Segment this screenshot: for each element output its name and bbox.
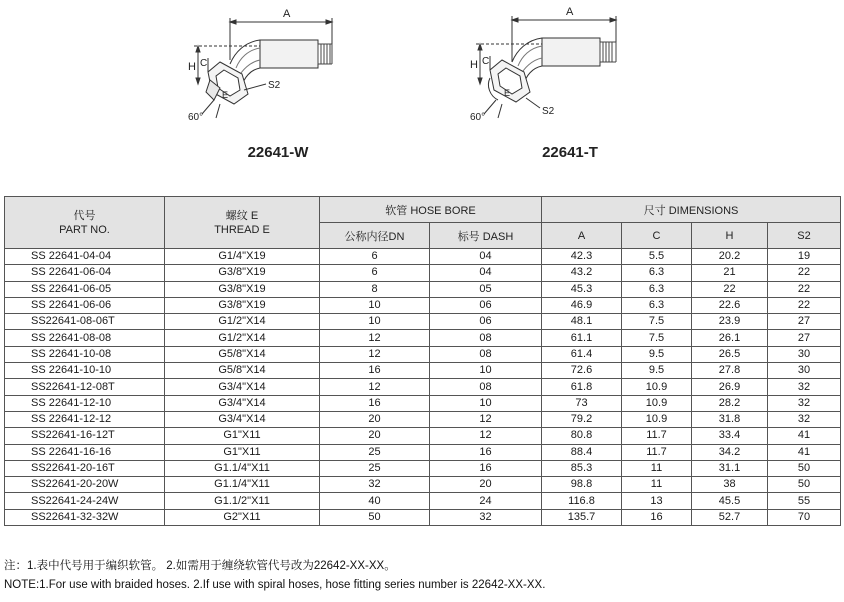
table-row [5, 346, 841, 362]
cell-h: 38 [692, 477, 768, 493]
cell-a: 61.8 [542, 379, 622, 395]
dim-s2-label: S2 [268, 80, 281, 91]
cell-c: 6.3 [622, 297, 692, 313]
cell-h: 45.5 [692, 493, 768, 509]
cell-dn: 32 [320, 477, 430, 493]
cell-a: 116.8 [542, 493, 622, 509]
cell-thread: G3/4"X14 [165, 379, 320, 395]
cell-a: 43.2 [542, 265, 622, 281]
cell-dn: 25 [320, 460, 430, 476]
cell-part: SS 22641-10-08 [5, 346, 165, 362]
cell-dash: 24 [430, 493, 542, 509]
cell-dn: 12 [320, 330, 430, 346]
header-h: H [692, 223, 768, 249]
header-thread-cn: 螺纹 E [225, 209, 259, 222]
cell-part: SS22641-32-32W [5, 509, 165, 525]
cell-dash: 20 [430, 477, 542, 493]
cell-s2: 32 [768, 379, 841, 395]
cell-dn: 12 [320, 379, 430, 395]
table-row [5, 477, 841, 493]
cell-thread: G3/8"X19 [165, 297, 320, 313]
cell-thread: G1"X11 [165, 428, 320, 444]
cell-s2: 50 [768, 477, 841, 493]
cell-a: 79.2 [542, 411, 622, 427]
cell-dn: 16 [320, 363, 430, 379]
cell-a: 46.9 [542, 297, 622, 313]
cell-thread: G1.1/4"X11 [165, 460, 320, 476]
cell-part: SS22641-20-20W [5, 477, 165, 493]
cell-dash: 04 [430, 265, 542, 281]
table-row [5, 314, 841, 330]
cell-dash: 16 [430, 460, 542, 476]
cell-s2: 27 [768, 314, 841, 330]
cell-a: 42.3 [542, 249, 622, 265]
cell-thread: G2"X11 [165, 509, 320, 525]
cell-dash: 05 [430, 281, 542, 297]
cell-dash: 10 [430, 363, 542, 379]
cell-c: 16 [622, 509, 692, 525]
cell-c: 11.7 [622, 428, 692, 444]
header-c: C [622, 223, 692, 249]
dim-h-label: H [188, 61, 196, 73]
table-row [5, 379, 841, 395]
cell-s2: 22 [768, 281, 841, 297]
dim-h-label: H [470, 59, 478, 71]
table-row [5, 330, 841, 346]
header-s2: S2 [768, 223, 841, 249]
cell-c: 11 [622, 477, 692, 493]
cell-thread: G3/4"X14 [165, 411, 320, 427]
cell-c: 13 [622, 493, 692, 509]
cell-part: SS 22641-04-04 [5, 249, 165, 265]
cell-s2: 30 [768, 363, 841, 379]
cell-a: 61.1 [542, 330, 622, 346]
drawing-22641-w [150, 0, 430, 140]
cell-a: 72.6 [542, 363, 622, 379]
cell-dash: 16 [430, 444, 542, 460]
cell-thread: G1.1/2"X11 [165, 493, 320, 509]
cell-dn: 10 [320, 314, 430, 330]
cell-s2: 55 [768, 493, 841, 509]
cell-dn: 40 [320, 493, 430, 509]
dim-s2-label: S2 [542, 106, 555, 117]
cell-part: SS 22641-06-04 [5, 265, 165, 281]
cell-part: SS22641-16-12T [5, 428, 165, 444]
cell-dn: 25 [320, 444, 430, 460]
dim-a-label: A [566, 6, 574, 18]
cell-dn: 50 [320, 509, 430, 525]
table-row [5, 249, 841, 265]
cell-h: 20.2 [692, 249, 768, 265]
cell-h: 22 [692, 281, 768, 297]
cell-part: SS 22641-06-06 [5, 297, 165, 313]
cell-part: SS 22641-06-05 [5, 281, 165, 297]
cell-thread: G3/8"X19 [165, 265, 320, 281]
spec-table [4, 196, 841, 526]
header-part-no [5, 197, 165, 249]
cell-c: 9.5 [622, 346, 692, 362]
header-thread-en: THREAD E [214, 223, 270, 236]
cell-c: 11 [622, 460, 692, 476]
header-dn: 公称内径DN [320, 223, 430, 249]
cell-s2: 22 [768, 265, 841, 281]
note-cn: 注：1.表中代号用于编织软管。 2.如需用于缠绕软管代号改为22642-XX-XX。 [4, 560, 396, 572]
cell-thread: G5/8"X14 [165, 363, 320, 379]
cell-dn: 16 [320, 395, 430, 411]
cell-part: SS22641-20-16T [5, 460, 165, 476]
cell-c: 11.7 [622, 444, 692, 460]
cell-thread: G1/2"X14 [165, 330, 320, 346]
cell-c: 6.3 [622, 281, 692, 297]
header-part-en: PART NO. [59, 223, 110, 236]
cell-thread: G3/8"X19 [165, 281, 320, 297]
cell-h: 31.8 [692, 411, 768, 427]
cell-thread: G1"X11 [165, 444, 320, 460]
cell-part: SS 22641-10-10 [5, 363, 165, 379]
cell-h: 26.5 [692, 346, 768, 362]
cell-s2: 27 [768, 330, 841, 346]
cell-thread: G5/8"X14 [165, 346, 320, 362]
cell-dash: 06 [430, 314, 542, 330]
dim-e-label: E [504, 88, 511, 98]
cell-thread: G1.1/4"X11 [165, 477, 320, 493]
cell-a: 88.4 [542, 444, 622, 460]
cell-a: 61.4 [542, 346, 622, 362]
header-part-cn: 代号 [73, 209, 96, 222]
cell-h: 27.8 [692, 363, 768, 379]
note-en: NOTE:1.For use with braided hoses. 2.If use with spiral hoses, hose fitting series number is 22642-XX-XX. [4, 579, 546, 591]
table-row [5, 428, 841, 444]
cell-c: 10.9 [622, 411, 692, 427]
cell-dash: 04 [430, 249, 542, 265]
cell-a: 80.8 [542, 428, 622, 444]
cell-h: 26.9 [692, 379, 768, 395]
header-a: A [542, 223, 622, 249]
cell-h: 33.4 [692, 428, 768, 444]
cell-c: 7.5 [622, 314, 692, 330]
table-row [5, 297, 841, 313]
angle-label: 60° [188, 112, 204, 123]
cell-s2: 41 [768, 444, 841, 460]
cell-s2: 22 [768, 297, 841, 313]
cell-s2: 41 [768, 428, 841, 444]
model-label-22641-t: 22641-T [542, 144, 598, 161]
angle-label: 60° [470, 112, 486, 123]
cell-a: 48.1 [542, 314, 622, 330]
cell-s2: 19 [768, 249, 841, 265]
table-row [5, 411, 841, 427]
cell-part: SS22641-24-24W [5, 493, 165, 509]
table-row [5, 509, 841, 525]
cell-dn: 8 [320, 281, 430, 297]
table-row [5, 281, 841, 297]
cell-thread: G3/4"X14 [165, 395, 320, 411]
cell-dash: 10 [430, 395, 542, 411]
dim-e-label: E [222, 90, 229, 100]
cell-dash: 08 [430, 379, 542, 395]
cell-thread: G1/2"X14 [165, 314, 320, 330]
cell-h: 28.2 [692, 395, 768, 411]
dim-c-label: C [482, 56, 490, 67]
cell-h: 34.2 [692, 444, 768, 460]
dim-c-label: C [200, 58, 208, 69]
cell-h: 52.7 [692, 509, 768, 525]
cell-c: 5.5 [622, 249, 692, 265]
dim-a-label: A [283, 8, 291, 20]
cell-s2: 50 [768, 460, 841, 476]
cell-dash: 08 [430, 346, 542, 362]
cell-c: 6.3 [622, 265, 692, 281]
cell-dn: 10 [320, 297, 430, 313]
cell-h: 21 [692, 265, 768, 281]
cell-a: 135.7 [542, 509, 622, 525]
header-thread [165, 197, 320, 249]
cell-dash: 12 [430, 428, 542, 444]
cell-dash: 08 [430, 330, 542, 346]
header-hose-bore: 软管 HOSE BORE [320, 197, 542, 223]
cell-dn: 20 [320, 428, 430, 444]
spec-table-body [5, 249, 841, 526]
cell-s2: 32 [768, 411, 841, 427]
cell-dn: 12 [320, 346, 430, 362]
cell-dash: 06 [430, 297, 542, 313]
cell-a: 85.3 [542, 460, 622, 476]
cell-c: 7.5 [622, 330, 692, 346]
cell-thread: G1/4"X19 [165, 249, 320, 265]
cell-h: 26.1 [692, 330, 768, 346]
table-row [5, 460, 841, 476]
cell-part: SS 22641-16-16 [5, 444, 165, 460]
cell-part: SS 22641-08-08 [5, 330, 165, 346]
cell-h: 22.6 [692, 297, 768, 313]
cell-part: SS 22641-12-12 [5, 411, 165, 427]
table-row [5, 363, 841, 379]
model-label-22641-w: 22641-W [247, 144, 309, 161]
cell-s2: 32 [768, 395, 841, 411]
cell-part: SS 22641-12-10 [5, 395, 165, 411]
cell-dn: 6 [320, 249, 430, 265]
cell-a: 98.8 [542, 477, 622, 493]
table-row [5, 265, 841, 281]
header-dimensions: 尺寸 DIMENSIONS [542, 197, 841, 223]
cell-a: 45.3 [542, 281, 622, 297]
cell-dash: 32 [430, 509, 542, 525]
header-dash: 标号 DASH [430, 223, 542, 249]
cell-s2: 70 [768, 509, 841, 525]
table-row [5, 493, 841, 509]
cell-s2: 30 [768, 346, 841, 362]
cell-c: 10.9 [622, 395, 692, 411]
table-row [5, 444, 841, 460]
cell-c: 10.9 [622, 379, 692, 395]
cell-dash: 12 [430, 411, 542, 427]
cell-dn: 6 [320, 265, 430, 281]
notes [4, 557, 545, 595]
cell-c: 9.5 [622, 363, 692, 379]
cell-part: SS22641-12-08T [5, 379, 165, 395]
cell-h: 23.9 [692, 314, 768, 330]
table-row [5, 395, 841, 411]
cell-part: SS22641-08-06T [5, 314, 165, 330]
cell-dn: 20 [320, 411, 430, 427]
drawing-22641-t [430, 0, 710, 140]
cell-h: 31.1 [692, 460, 768, 476]
cell-a: 73 [542, 395, 622, 411]
